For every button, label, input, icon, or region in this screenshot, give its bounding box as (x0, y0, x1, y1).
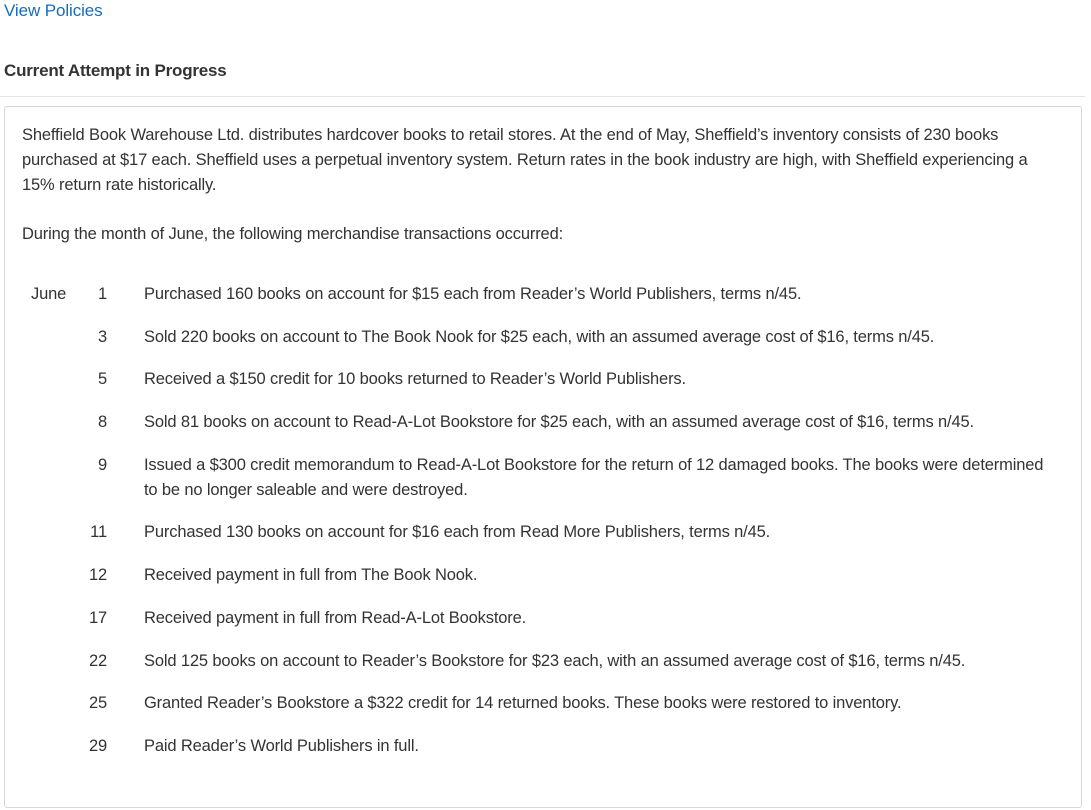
transaction-text: Purchased 130 books on account for $16 each from Read More Publishers, terms n/45. (144, 523, 771, 541)
transaction-day: 9 (97, 456, 107, 474)
transaction-day: 12 (88, 566, 107, 584)
transaction-text: Sold 220 books on account to The Book Nook for $25 each, with an assumed average cost of $16, terms n/45. (144, 328, 935, 346)
transaction-day: 25 (88, 694, 107, 712)
transaction-text: Issued a $300 credit memorandum to Read-A-Lot Bookstore for the return of 12 damaged books. The books were determined to be no longer saleable and were destroyed. (144, 456, 1044, 499)
transaction-text: Sold 125 books on account to Reader’s Bookstore for $23 each, with an assumed average cost of $16, terms n/45. (144, 652, 966, 670)
transaction-day: 11 (90, 523, 107, 541)
attempt-title: Current Attempt in Progress (4, 61, 227, 80)
transaction-day: 17 (88, 609, 107, 627)
question-intro: Sheffield Book Warehouse Ltd. distributes hardcover books to retail stores. At the end of May, Sheffield’s inventory consists of 230 books purchased at $17 each. Sheffield uses a perpetual inventory system. Return rates in the book industry are high, with Sheffield experiencing a 15% return rate historically. (22, 126, 1028, 194)
question-panel (4, 106, 1082, 808)
transactions-lead: During the month of June, the following merchandise transactions occurred: (22, 225, 564, 243)
transaction-text: Sold 81 books on account to Read-A-Lot Bookstore for $25 each, with an assumed average cost of $16, terms n/45. (144, 413, 974, 431)
transaction-text: Purchased 160 books on account for $15 each from Reader’s World Publishers, terms n/45. (144, 285, 802, 303)
transaction-day: 22 (88, 652, 107, 670)
transaction-month: June (31, 285, 67, 303)
transaction-text: Granted Reader’s Bookstore a $322 credit for 14 returned books. These books were restored to inventory. (144, 694, 902, 712)
transaction-text: Paid Reader’s World Publishers in full. (144, 737, 419, 755)
transaction-text: Received payment in full from The Book Nook. (144, 566, 478, 584)
transaction-day: 1 (97, 285, 107, 303)
transaction-day: 8 (97, 413, 107, 431)
transaction-day: 29 (88, 737, 107, 755)
view-policies-link[interactable]: View Policies (4, 1, 103, 20)
transaction-text: Received payment in full from Read-A-Lot Bookstore. (144, 609, 527, 627)
transaction-text: Received a $150 credit for 10 books returned to Reader’s World Publishers. (144, 370, 686, 388)
transaction-day: 5 (97, 370, 107, 388)
transaction-day: 3 (97, 328, 107, 346)
